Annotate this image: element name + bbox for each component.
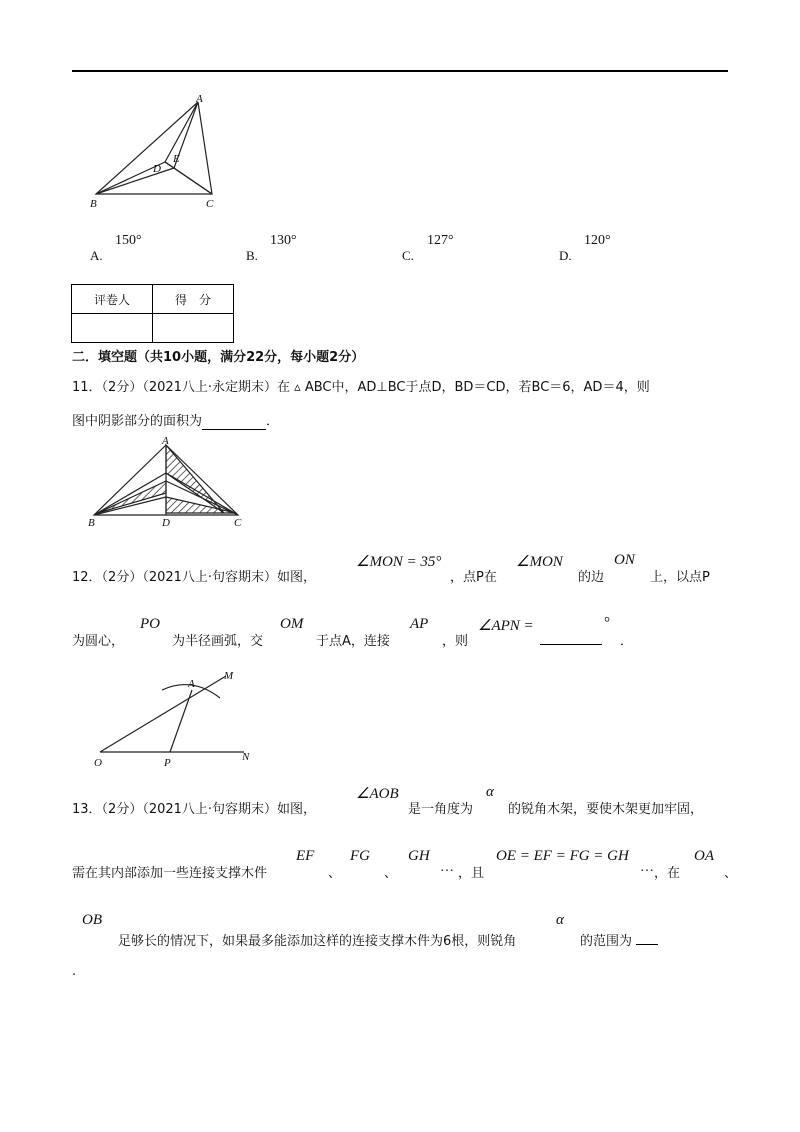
fig3-label-n: N bbox=[242, 751, 250, 763]
fig1-label-c: C bbox=[206, 198, 214, 210]
fig1-line-ad bbox=[165, 102, 198, 162]
q13-equation: OE = EF = FG = GH bbox=[496, 848, 629, 864]
q12-om: OM bbox=[280, 616, 304, 632]
q12-prefix: 12．（2分）（2021八上·句容期末）如图， bbox=[72, 570, 317, 585]
q13-sep-3: 、 bbox=[724, 866, 738, 881]
fig1-triangle bbox=[96, 102, 212, 194]
q11-answer-blank bbox=[202, 414, 266, 430]
q12-answer-blank bbox=[540, 628, 602, 645]
q13-line3-text-1: 足够长的情况下，如果最多能添加这样的连接支撑木件为6根，则锐角 bbox=[118, 934, 517, 949]
fig3-label-p: P bbox=[164, 757, 171, 769]
q13-sep-2: 、 bbox=[384, 866, 398, 881]
grader-cell bbox=[72, 314, 153, 343]
q12-line2-text-4: ，则 bbox=[442, 634, 469, 649]
q12-apn: ∠APN = bbox=[478, 618, 534, 634]
q13-gh: GH bbox=[408, 848, 430, 864]
q12-po: PO bbox=[140, 616, 160, 632]
q12-angle-mon: ∠MON = 35° bbox=[356, 554, 442, 570]
q12-text-1: ，点P在 bbox=[450, 570, 497, 585]
fig3-ray-om bbox=[100, 676, 226, 752]
section-title: 二．填空题（共10小题，满分22分，每小题2分） bbox=[72, 350, 365, 365]
figure-triangle-abc-de bbox=[80, 90, 230, 215]
option-b-value: 130° bbox=[270, 233, 297, 248]
q11-line2-suffix: ． bbox=[266, 414, 280, 429]
q13-line2-text-1: 需在其内部添加一些连接支撑木件 bbox=[72, 866, 268, 881]
score-cell bbox=[153, 314, 234, 343]
q13-line3-text-2: 的范围为 bbox=[580, 934, 633, 949]
score-table bbox=[71, 284, 234, 343]
fig2-label-d: D bbox=[162, 517, 170, 527]
q12-text-3: 上，以点P bbox=[650, 570, 710, 585]
q12-line2-text-3: 于点A，连接 bbox=[316, 634, 390, 649]
option-d-value: 120° bbox=[584, 233, 611, 248]
q13-text-2: 的锐角木架，要使木架更加牢固， bbox=[508, 802, 704, 817]
fig3-label-a: A bbox=[188, 678, 195, 690]
q13-answer-blank bbox=[636, 930, 658, 945]
q13-text-1: 是一角度为 bbox=[408, 802, 474, 817]
fig1-line-be bbox=[96, 168, 174, 194]
option-d-letter: D. bbox=[559, 248, 572, 263]
fig1-label-e: E bbox=[173, 153, 180, 165]
q13-prefix: 13．（2分）（2021八上·句容期末）如图， bbox=[72, 802, 317, 817]
q13-line2-text-3: ，在 bbox=[654, 866, 681, 881]
q13-end: . bbox=[72, 964, 77, 979]
fig2-label-c: C bbox=[234, 517, 242, 527]
grader-header: 评卷人 bbox=[72, 285, 153, 314]
fig3-label-o: O bbox=[94, 757, 102, 769]
q13-dots-1: … bbox=[440, 860, 454, 875]
q11-line2-prefix: 图中阴影部分的面积为 bbox=[72, 414, 203, 429]
option-c-value: 127° bbox=[427, 233, 454, 248]
q13-oa: OA bbox=[694, 848, 714, 864]
q11-line2 bbox=[72, 410, 279, 430]
option-b-letter: B. bbox=[246, 248, 258, 263]
option-a-value: 150° bbox=[115, 233, 142, 248]
q13-aob: ∠AOB bbox=[356, 786, 399, 802]
q13-alpha: α bbox=[486, 784, 494, 800]
fig3-label-m: M bbox=[224, 670, 234, 682]
q13-fg: FG bbox=[350, 848, 370, 864]
q13-ob: OB bbox=[82, 912, 102, 928]
fig1-label-a: A bbox=[196, 93, 203, 105]
option-c-letter: C. bbox=[402, 248, 414, 263]
q13-alpha-2: α bbox=[556, 912, 564, 928]
q12-degree: ° bbox=[604, 615, 610, 631]
q12-end: ． bbox=[620, 634, 634, 649]
fig2-shade-2 bbox=[98, 481, 166, 513]
fig2-label-a: A bbox=[162, 435, 169, 447]
fig3-line-pa bbox=[170, 690, 192, 752]
score-header: 得 分 bbox=[153, 285, 234, 314]
q12-line2-text-1: 为圆心， bbox=[72, 634, 125, 649]
q13-ef: EF bbox=[296, 848, 315, 864]
q12-angle-mon-2: ∠MON bbox=[516, 554, 563, 570]
fig1-label-b: B bbox=[90, 198, 97, 210]
q12-on: ON bbox=[614, 552, 635, 568]
q12-ap: AP bbox=[410, 616, 429, 632]
fig2-label-b: B bbox=[88, 517, 95, 527]
fig1-label-d: D bbox=[153, 163, 161, 175]
q11-line1: 11．（2分）（2021八上·永定期末）在 ▵ ABC中，AD⊥BC于点D，BD＝CD，若BC＝6，AD＝4，则 bbox=[72, 380, 650, 395]
fig2-shade-3 bbox=[166, 497, 236, 513]
q12-line2-text-2: 为半径画弧，交 bbox=[172, 634, 264, 649]
header-rule bbox=[72, 70, 728, 72]
fig1-line-ec bbox=[174, 168, 212, 194]
q13-dots-2: … bbox=[640, 860, 654, 875]
q13-sep-1: 、 bbox=[328, 866, 342, 881]
q13-line2-text-2: ，且 bbox=[458, 866, 485, 881]
option-a-letter: A. bbox=[90, 248, 103, 263]
figure-shaded-triangle bbox=[86, 435, 248, 527]
figure-angle-mon bbox=[92, 662, 262, 772]
q12-text-2: 的边 bbox=[578, 570, 605, 585]
